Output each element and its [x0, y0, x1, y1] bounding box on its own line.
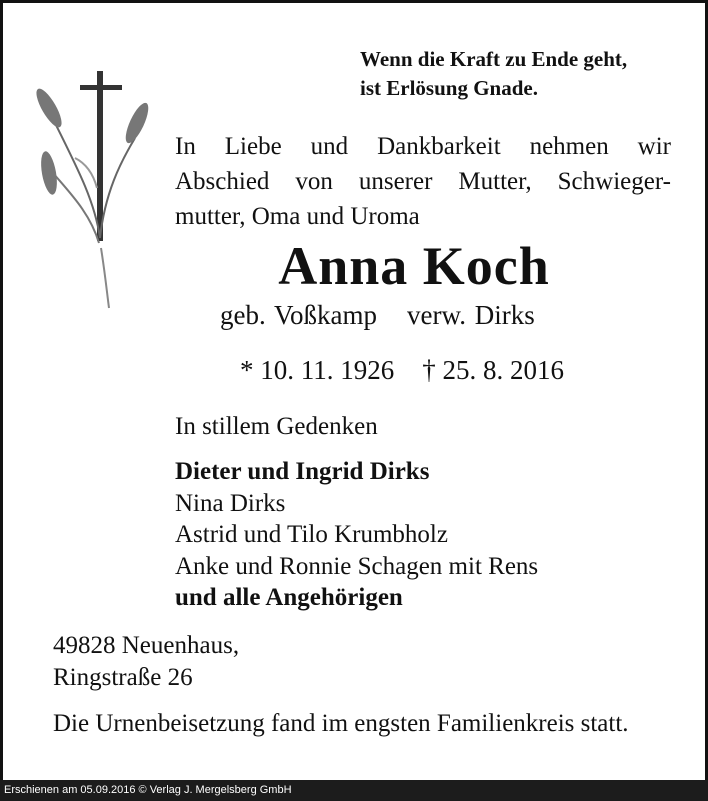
- address: [53, 630, 239, 694]
- mourner: Nina Dirks: [175, 489, 286, 517]
- burial-note: Die Urnenbeisetzung fand im engsten Familienkreis statt.: [53, 710, 629, 737]
- deceased-name: Anna Koch: [278, 236, 550, 296]
- intro-line: mutter, Oma und Uroma: [175, 203, 420, 230]
- memorial-phrase: In stillem Gedenken: [175, 413, 378, 440]
- motto-quote: [360, 45, 627, 103]
- mourners-list: [175, 456, 538, 614]
- intro-line: Abschied von unserer Mutter, Schwieger-: [175, 168, 671, 195]
- mourner: und alle Angehörigen: [175, 584, 403, 612]
- motto-line: ist Erlösung Gnade.: [360, 76, 538, 100]
- motto-line: Wenn die Kraft zu Ende geht,: [360, 47, 628, 71]
- mourner: Astrid und Tilo Krumbholz: [175, 521, 448, 549]
- publication-footer: Erschienen am 05.09.2016 © Verlag J. Mergelsberg GmbH: [0, 780, 708, 801]
- intro-text: [175, 129, 671, 234]
- birth-date: * 10. 11. 1926: [240, 355, 395, 385]
- intro-line: In Liebe und Dankbarkeit nehmen wir: [175, 133, 671, 160]
- maiden-name: geb. Voßkamp: [220, 300, 377, 330]
- life-dates: [240, 355, 564, 386]
- address-line: Ringstraße 26: [53, 664, 193, 691]
- widowed-name: verw. Dirks: [407, 300, 535, 330]
- mourner: Anke und Ronnie Schagen mit Rens: [175, 552, 539, 580]
- death-date: † 25. 8. 2016: [422, 355, 564, 385]
- mourner: Dieter und Ingrid Dirks: [175, 458, 430, 485]
- name-details: [220, 300, 535, 331]
- address-line: 49828 Neuenhaus,: [53, 632, 240, 659]
